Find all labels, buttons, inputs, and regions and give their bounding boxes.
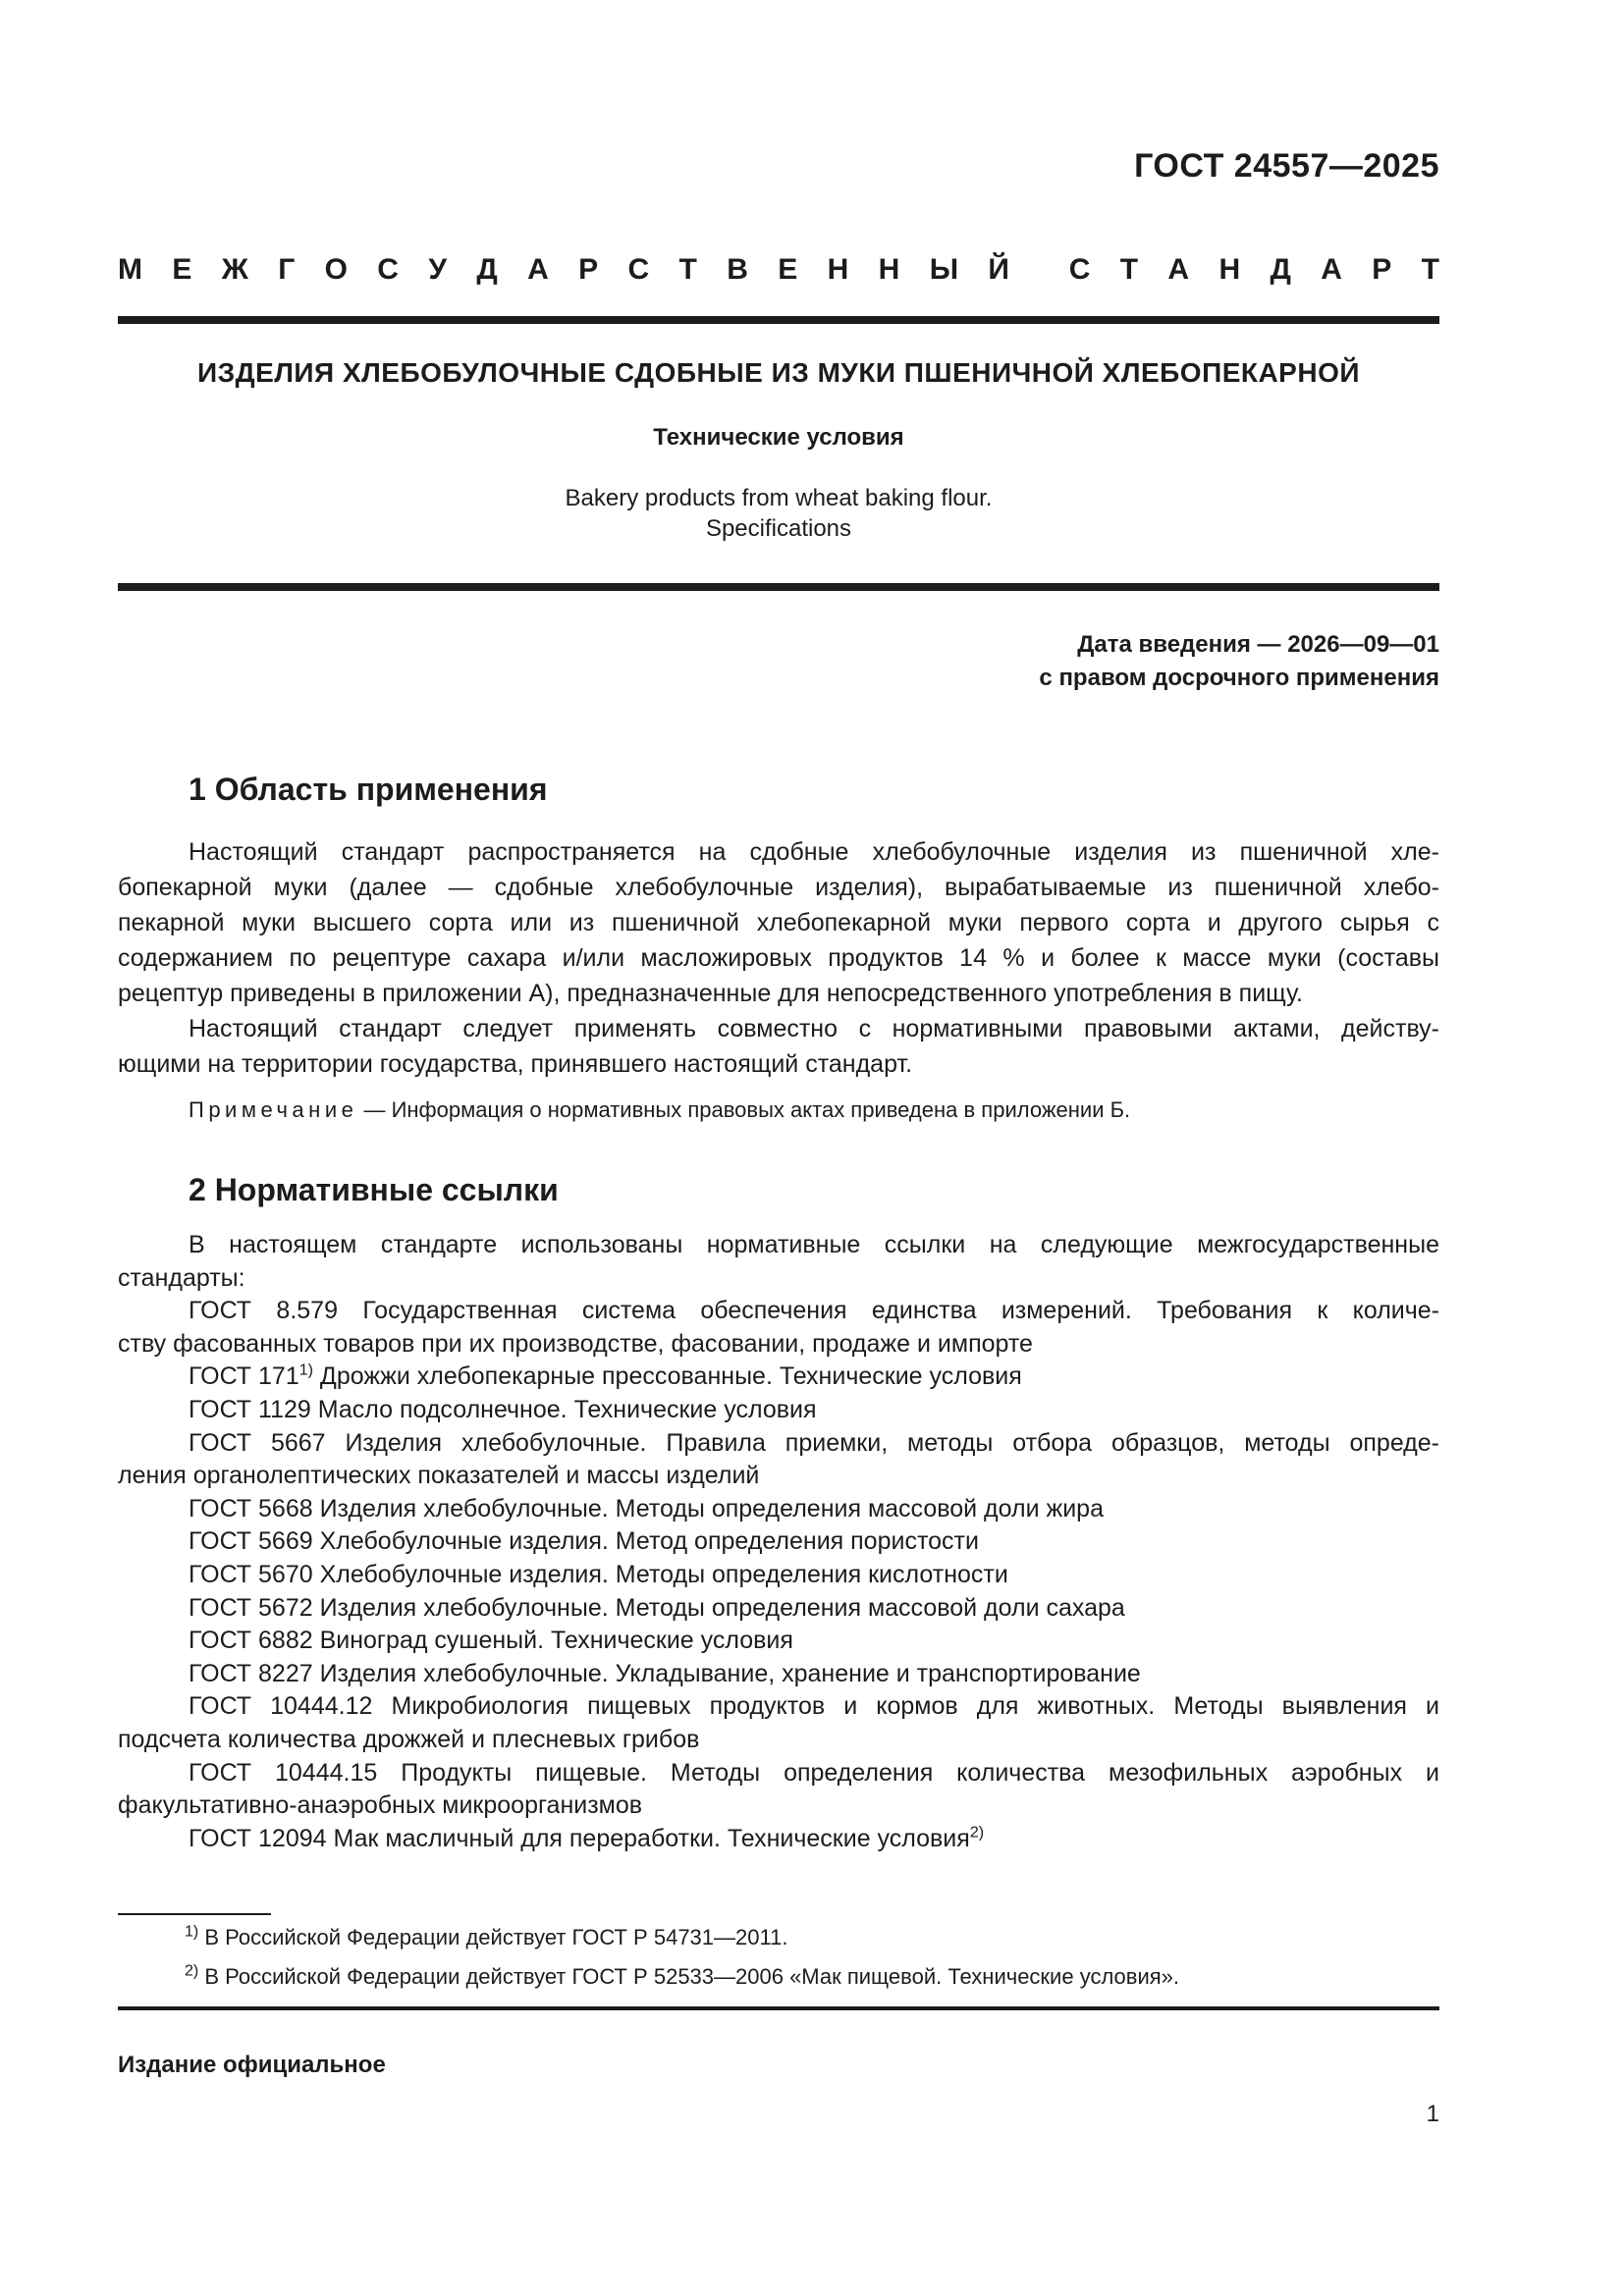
section-heading-references: 2 Нормативные ссылки	[189, 1172, 559, 1207]
scope-paragraph-2	[118, 1011, 1439, 1082]
text-line: Настоящий стандарт следует применять совместно с нормативными правовыми актами, действу-	[189, 1015, 1439, 1042]
date-line: Дата введения — 2026—09—01	[1077, 631, 1439, 658]
section-heading-scope: 1 Область применения	[189, 772, 548, 807]
text-line: В настоящем стандарте использованы нормативные ссылки на следующие межгосударственные	[189, 1231, 1439, 1258]
reference-item-continuation: ству фасованных товаров при их производстве, фасовании, продаже и импорте	[118, 1329, 1033, 1358]
standard-type-heading: М Е Ж Г О С У Д А Р С Т В Е Н Н Ы Й С Т А Н Д А Р Т	[118, 253, 1439, 286]
english-title	[118, 483, 1439, 544]
footnote-2: $^{2)}$ В Российской Федерации действует ГОСТ Р 52533—2006 «Мак пищевой. Технические условия».	[185, 1962, 1179, 1989]
reference-item: ГОСТ 5669 Хлебобулочные изделия. Метод определения пористости	[189, 1527, 979, 1556]
text-line: стандарты:	[118, 1263, 245, 1292]
footer-divider	[118, 2006, 1439, 2010]
reference-item-continuation: факультативно-анаэробных микроорганизмов	[118, 1791, 643, 1820]
scope-paragraph-1	[118, 834, 1439, 1011]
reference-item: ГОСТ 10444.12 Микробиология пищевых продуктов и кормов для животных. Методы выявления и	[189, 1692, 1439, 1721]
reference-item: ГОСТ 5670 Хлебобулочные изделия. Методы определения кислотности	[189, 1560, 1008, 1588]
text-line: пекарной муки высшего сорта или из пшеничной хлебопекарной муки первого сорта и другого сырья с	[118, 909, 1439, 936]
reference-item-continuation: подсчета количества дрожжей и плесневых грибов	[118, 1725, 700, 1753]
footnote-1: $^{1)}$ В Российской Федерации действует ГОСТ Р 54731—2011.	[185, 1923, 788, 1949]
note-text: — Информация о нормативных правовых актах приведена в приложении Б.	[357, 1097, 1131, 1122]
reference-item: ГОСТ 6882 Виноград сушеный. Технические условия	[189, 1627, 793, 1655]
english-title-line: Bakery products from wheat baking flour.	[565, 485, 993, 511]
footnote-marker: 2)	[969, 1824, 985, 1842]
early-use-line: с правом досрочного применения	[1039, 665, 1439, 691]
reference-item: ГОСТ 5672 Изделия хлебобулочные. Методы определения массовой доли сахара	[189, 1593, 1125, 1622]
footnote-marker: 2)	[185, 1962, 199, 1980]
note	[189, 1097, 1130, 1123]
reference-item: ГОСТ 8227 Изделия хлебобулочные. Укладывание, хранение и транспортирование	[189, 1659, 1141, 1687]
footnote-marker: 1)	[185, 1923, 199, 1941]
reference-item: ГОСТ 12094 Мак масличный для переработки. Технические условия$^{2)}$	[189, 1824, 985, 1852]
reference-item: ГОСТ 171$^{1)}$ Дрожжи хлебопекарные прессованные. Технические условия	[189, 1362, 1022, 1391]
text-line: бопекарной муки (далее — сдобные хлебобулочные изделия), вырабатываемые из пшеничной хлебо-	[118, 874, 1439, 901]
english-title-line: Specifications	[705, 515, 852, 542]
footnote-marker: 1)	[298, 1362, 313, 1380]
text-line: Настоящий стандарт распространяется на сдобные хлебобулочные изделия из пшеничной хле-	[189, 838, 1439, 866]
document-number: ГОСТ 24557—2025	[1134, 147, 1439, 185]
references-list	[118, 1229, 1439, 1855]
note-label: Примечание	[189, 1097, 358, 1122]
text-line: содержанием по рецептуре сахара и/или масложировых продуктов 14 % и более к массе муки (составы	[118, 944, 1439, 972]
title-divider	[118, 583, 1439, 591]
reference-item: ГОСТ 8.579 Государственная система обеспечения единства измерений. Требования к количе-	[189, 1297, 1439, 1325]
reference-item: ГОСТ 10444.15 Продукты пищевые. Методы определения количества мезофильных аэробных и	[189, 1758, 1439, 1787]
page-number: 1	[1426, 2101, 1439, 2127]
text-line: рецептур приведены в приложении А), предназначенные для непосредственного употребления в пищу.	[118, 980, 1303, 1007]
reference-item: ГОСТ 1129 Масло подсолнечное. Технические условия	[189, 1395, 817, 1423]
reference-item-continuation: ления органолептических показателей и массы изделий	[118, 1462, 760, 1490]
reference-item: ГОСТ 5667 Изделия хлебобулочные. Правила приемки, методы отбора образцов, методы опреде-	[189, 1428, 1439, 1457]
reference-item: ГОСТ 5668 Изделия хлебобулочные. Методы определения массовой доли жира	[189, 1494, 1104, 1522]
text-line: ющими на территории государства, принявшего настоящий стандарт.	[118, 1050, 913, 1078]
footnote-separator	[118, 1913, 271, 1915]
introduction-date	[1039, 628, 1439, 695]
document-subtitle: Технические условия	[653, 424, 904, 451]
edition-label: Издание официальное	[118, 2052, 386, 2078]
document-title: ИЗДЕЛИЯ ХЛЕБОБУЛОЧНЫЕ СДОБНЫЕ ИЗ МУКИ ПШЕНИЧНОЙ ХЛЕБОПЕКАРНОЙ	[197, 357, 1360, 388]
top-divider	[118, 316, 1439, 324]
